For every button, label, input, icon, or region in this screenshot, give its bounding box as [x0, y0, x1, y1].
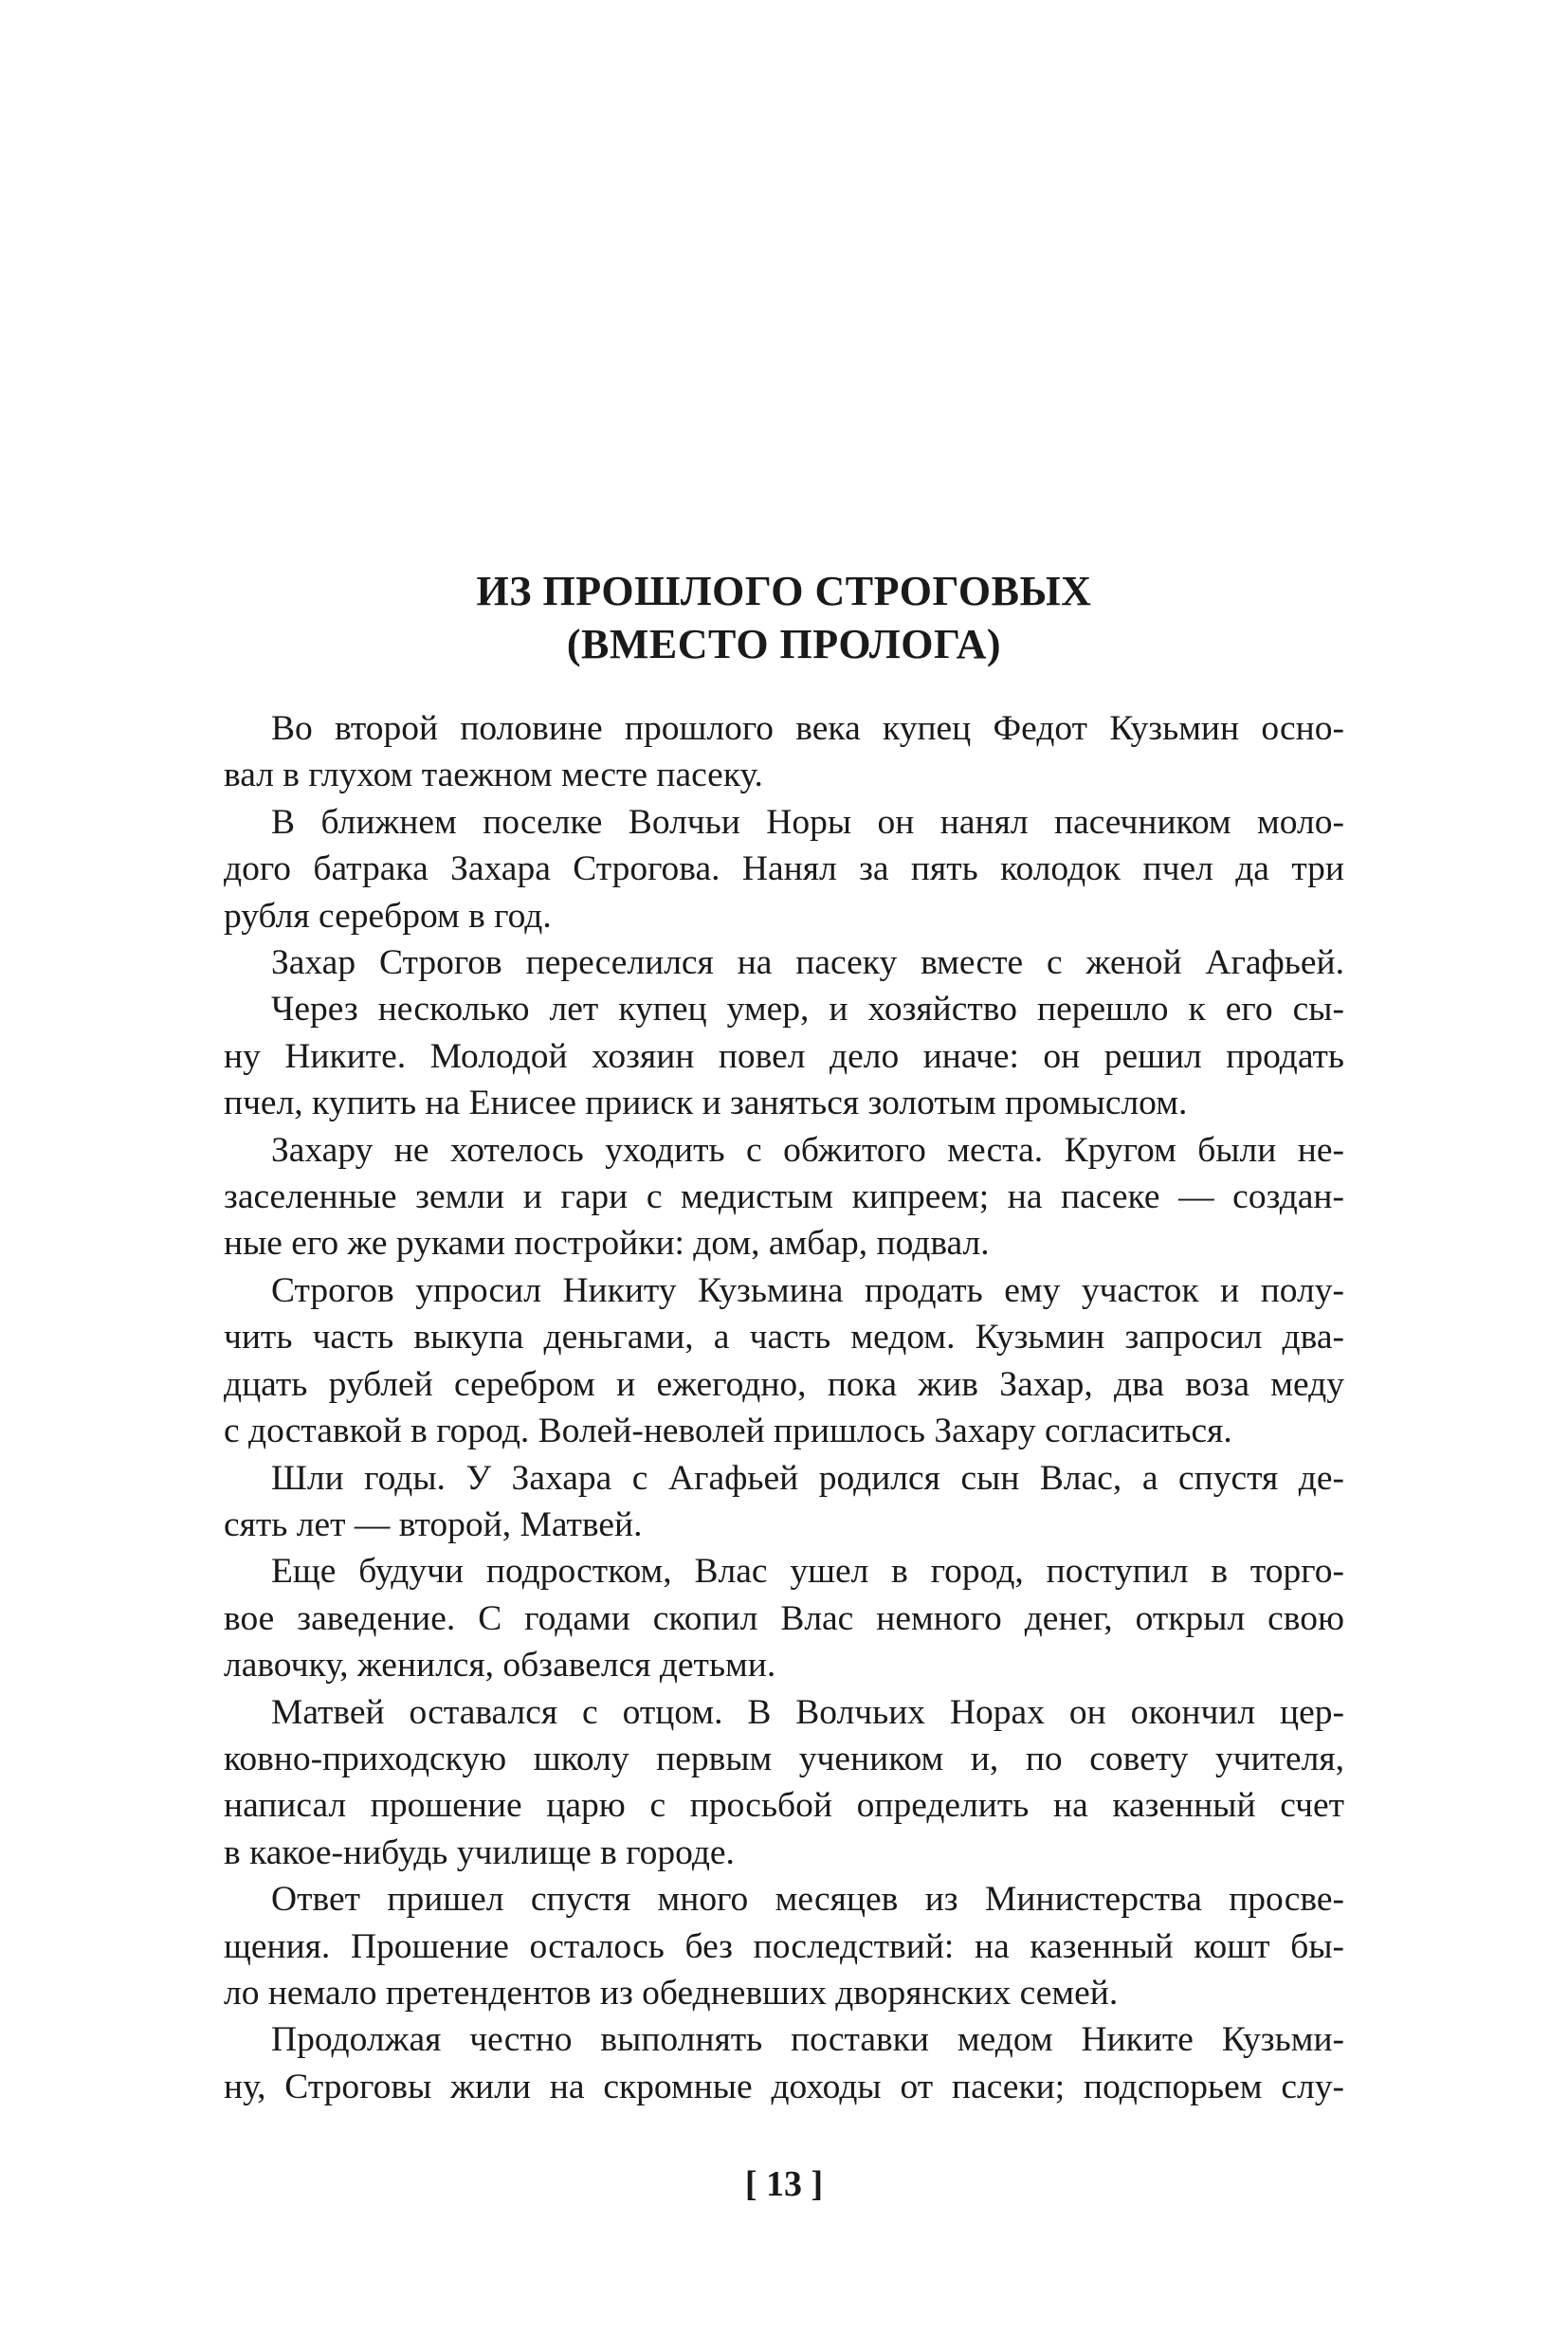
text-line: в какое-нибудь училище в городе.	[224, 1832, 735, 1872]
paragraph	[224, 1689, 1344, 1877]
text-line: вое заведение. С годами скопил Влас немного денег, открыл свою	[224, 1598, 1344, 1638]
text-line: Захару не хотелось уходить с обжитого места. Кругом были не-	[271, 1130, 1344, 1170]
text-line: Строгов упросил Никиту Кузьмина продать ему участок и полу-	[271, 1270, 1344, 1310]
paragraph	[224, 1876, 1344, 2016]
text-line: Еще будучи подростком, Влас ушел в город, поступил в торго-	[271, 1552, 1344, 1592]
chapter-subtitle: (ВМЕСТО ПРОЛОГА)	[566, 621, 1002, 667]
text-line: Во второй половине прошлого века купец Федот Кузьмин осно-	[271, 709, 1344, 748]
chapter-heading	[224, 565, 1344, 671]
text-line: с доставкой в город. Волей-неволей пришлось Захару согласиться.	[224, 1412, 1232, 1451]
paragraph	[224, 1127, 1344, 1267]
body-text	[224, 705, 1344, 2110]
text-line: чить часть выкупа деньгами, а часть медом. Кузьмин запросил два-	[224, 1318, 1344, 1358]
text-line: лавочку, женился, обзавелся детьми.	[224, 1646, 776, 1686]
paragraph	[224, 705, 1344, 799]
page-number: [ 13 ]	[744, 2164, 824, 2204]
text-line: вал в глухом таежном месте пасеку.	[224, 756, 763, 795]
paragraph	[224, 1548, 1344, 1688]
paragraph	[224, 939, 1344, 986]
paragraph	[224, 1455, 1344, 1549]
text-line: заселенные земли и гари с медистым кипреем; на пасеке — создан-	[224, 1177, 1344, 1217]
paragraph	[224, 1267, 1344, 1455]
text-line: рубля серебром в год.	[224, 896, 552, 936]
text-line: ло немало претендентов из обедневших дворянских семей.	[224, 1973, 1119, 2013]
paragraph	[224, 799, 1344, 939]
text-line: написал прошение царю с просьбой определить на казенный счет	[224, 1786, 1344, 1826]
text-line: ну, Строговы жили на скромные доходы от пасеки; подспорьем слу-	[224, 2067, 1344, 2106]
text-line: Через несколько лет купец умер, и хозяйство перешло к его сы-	[271, 990, 1344, 1030]
text-line: пчел, купить на Енисее прииск и заняться золотым промыслом.	[224, 1084, 1188, 1123]
text-line: ну Никите. Молодой хозяин повел дело иначе: он решил продать	[224, 1036, 1344, 1076]
text-line: ные его же руками постройки: дом, амбар, подвал.	[224, 1224, 990, 1264]
paragraph	[224, 2016, 1344, 2110]
text-line: щения. Прошение осталось без последствий: на казенный кошт бы-	[224, 1926, 1344, 1966]
text-line: Ответ пришел спустя много месяцев из Министерства просве-	[271, 1880, 1344, 1920]
text-line: Матвей оставался с отцом. В Волчьих Норах он окончил цер-	[271, 1692, 1344, 1732]
paragraph	[224, 986, 1344, 1126]
text-line: дого батрака Захара Строгова. Нанял за пять колодок пчел да три	[224, 849, 1344, 889]
text-line: дцать рублей серебром и ежегодно, пока жив Захар, два воза меду	[224, 1364, 1344, 1404]
text-line: Шли годы. У Захара с Агафьей родился сын Влас, а спустя де-	[271, 1458, 1344, 1498]
text-line: Продолжая честно выполнять поставки медом Никите Кузьми-	[271, 2020, 1344, 2060]
chapter-title: ИЗ ПРОШЛОГО СТРОГОВЫХ	[476, 568, 1092, 614]
text-line: сять лет — второй, Матвей.	[224, 1504, 643, 1544]
text-line: В ближнем поселке Волчьи Норы он нанял пасечником моло-	[271, 802, 1344, 842]
text-line: ковно-приходскую школу первым учеником и, по совету учителя,	[224, 1739, 1344, 1778]
text-line: Захар Строгов переселился на пасеку вместе с женой Агафьей.	[271, 943, 1344, 983]
